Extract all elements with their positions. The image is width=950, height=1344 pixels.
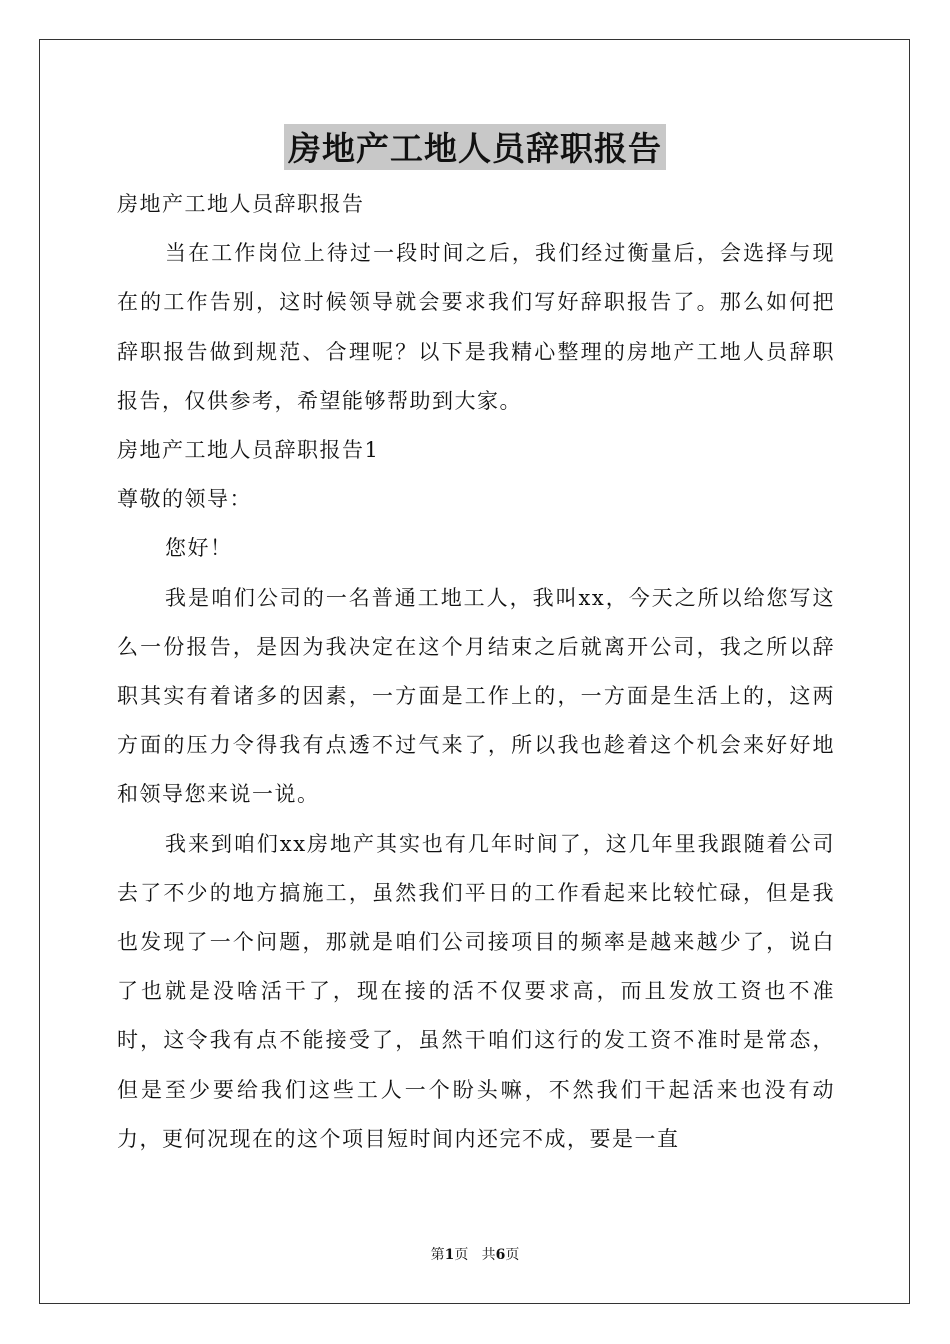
title-container	[0, 124, 950, 170]
paragraph: 当在工作岗位上待过一段时间之后，我们经过衡量后，会选择与现在的工作告别，这时候领导就会要求我们写好辞职报告了。那么如何把辞职报告做到规范、合理呢？以下是我精心整理的房地产工地人员辞职报告，仅供参考，希望能够帮助到大家。	[117, 241, 835, 413]
document-title: 房地产工地人员辞职报告	[284, 124, 666, 170]
total-prefix: 共	[481, 1247, 496, 1263]
paragraph: 房地产工地人员辞职报告	[117, 192, 365, 216]
paragraph: 我是咱们公司的一名普通工地工人，我叫xx，今天之所以给您写这么一份报告，是因为我决定在这个月结束之后就离开公司，我之所以辞职其实有着诸多的因素，一方面是工作上的，一方面是生活上的，这两方面的压力令得我有点透不过气来了，所以我也趁着这个机会来好好地和领导您来说一说。	[117, 585, 835, 807]
page-suffix: 页	[454, 1247, 469, 1263]
document-body	[117, 180, 835, 1164]
greeting: 您好！	[165, 536, 233, 561]
paragraph: 我来到咱们xx房地产其实也有几年时间了，这几年里我跟随着公司去了不少的地方搞施工，虽然我们平日的工作看起来比较忙碌，但是我也发现了一个问题，那就是咱们公司接项目的频率是越来越少了，说白了也就是没啥活干了，现在接的活不仅要求高，而且发放工资也不准时，这令我有点不能接受了，虽然干咱们这行的发工资不准时是常态，但是至少要给我们这些工人一个盼头嘛，不然我们干起活来也没有动力，更何况现在的这个项目短时间内还完不成，要是一直	[117, 831, 835, 1151]
section-heading: 房地产工地人员辞职报告1	[117, 438, 380, 463]
total-page-number: 6	[495, 1247, 506, 1263]
total-suffix: 页	[505, 1247, 520, 1263]
page-footer	[0, 1244, 950, 1264]
current-page-number: 1	[444, 1247, 455, 1263]
page-prefix: 第	[430, 1247, 445, 1263]
salutation: 尊敬的领导：	[117, 487, 252, 512]
